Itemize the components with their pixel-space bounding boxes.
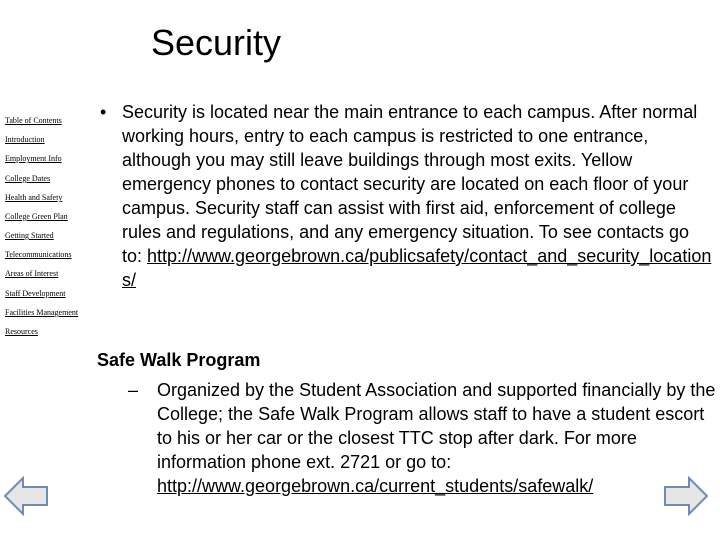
safe-walk-text: Organized by the Student Association and supported financially by the College; the Safe Walk Program allows staff to have a student escort to his or her car or the closest TTC stop after dark. For more information phone ext. 2721 or go to: xyxy=(157,380,716,472)
nav-link-employment-info[interactable]: Employment Info xyxy=(5,154,62,163)
security-contacts-link[interactable]: http://www.georgebrown.ca/publicsafety/contact_and_security_locations/ xyxy=(122,246,712,290)
security-text: Security is located near the main entrance to each campus. After normal working hours, entry to each campus is restricted to one entrance, although you may still leave buildings through most exits. Yellow emergency phones to contact security are located on each floor of your campus. Security staff can assist with first aid, enforcement of college rules and regulations, and any emergency situation. To see contacts go to: xyxy=(122,102,698,266)
nav-link-introduction[interactable]: Introduction xyxy=(5,135,45,144)
nav-link-facilities-management[interactable]: Facilities Management xyxy=(5,308,79,317)
nav-link-telecommunications[interactable]: Telecommunications xyxy=(5,250,72,259)
safe-walk-paragraph xyxy=(157,378,717,498)
left-arrow-icon xyxy=(4,476,48,516)
nav-link-resources[interactable]: Resources xyxy=(5,327,38,336)
nav-link-college-green-plan[interactable]: College Green Plan xyxy=(5,212,68,221)
previous-page-button[interactable] xyxy=(4,476,48,516)
safe-walk-link[interactable]: http://www.georgebrown.ca/current_students/safewalk/ xyxy=(157,476,594,496)
bullet-marker: • xyxy=(100,102,107,122)
dash-marker: – xyxy=(128,380,139,400)
nav-link-areas-of-interest[interactable]: Areas of Interest xyxy=(5,269,59,278)
nav-link-college-dates[interactable]: College Dates xyxy=(5,174,51,183)
page-title: Security xyxy=(150,22,282,63)
nav-link-staff-development[interactable]: Staff Development xyxy=(5,289,66,298)
next-page-button[interactable] xyxy=(664,476,708,516)
nav-link-table-of-contents[interactable]: Table of Contents xyxy=(5,116,62,125)
right-arrow-icon xyxy=(664,476,708,516)
nav-link-health-and-safety[interactable]: Health and Safety xyxy=(5,193,63,202)
safe-walk-heading: Safe Walk Program xyxy=(97,350,261,370)
nav-link-getting-started[interactable]: Getting Started xyxy=(5,231,54,240)
security-paragraph xyxy=(122,100,714,292)
